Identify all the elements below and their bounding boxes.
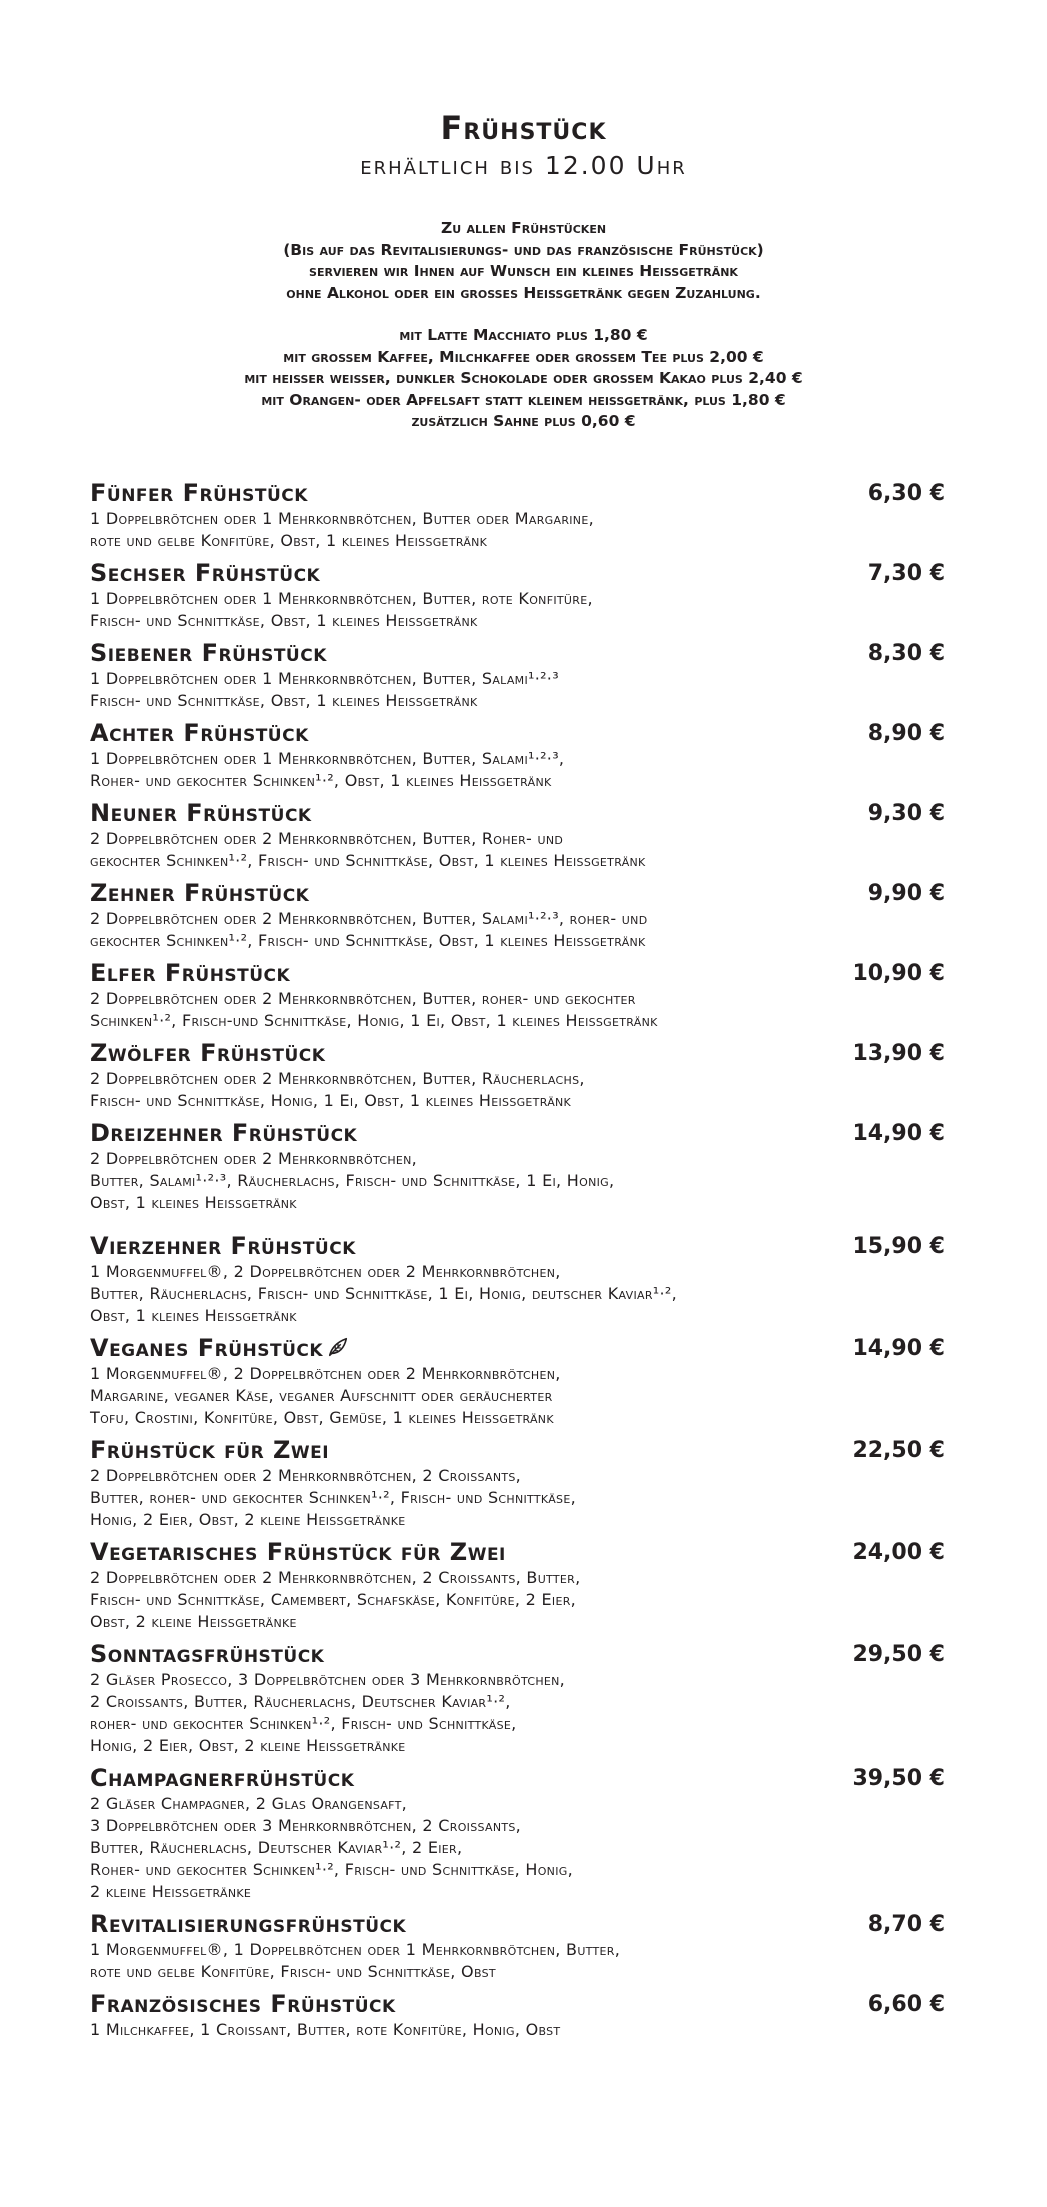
menu-item <box>90 1910 945 1983</box>
menu-item-description: 1 Doppelbrötchen oder 1 Mehrkornbrötchen, Butter, rote Konfitüre, <box>90 589 593 608</box>
menu-item-title <box>90 1910 945 1939</box>
menu-item-description: 1 Milchkaffee, 1 Croissant, Butter, rote Konfitüre, Honig, Obst <box>90 2020 561 2039</box>
menu-item-description: 2 Croissants, Butter, Räucherlachs, Deutscher Kaviar¹·², <box>90 1692 511 1711</box>
page-title: Frühstück <box>440 109 607 147</box>
menu-item-title-text: Elfer Frühstück <box>90 959 291 987</box>
menu-item <box>90 879 945 952</box>
menu-item-description: Frisch- und Schnittkäse, Obst, 1 kleines Heissgetränk <box>90 691 478 710</box>
menu-item-description: 1 Morgenmuffel®, 1 Doppelbrötchen oder 1 Mehrkornbrötchen, Butter, <box>90 1940 621 1959</box>
menu-item-price: 14,90 € <box>852 1336 945 1361</box>
menu-item <box>90 639 945 712</box>
menu-item-title-text: Sonntagsfrühstück <box>90 1640 325 1668</box>
menu-item-description: Frisch- und Schnittkäse, Obst, 1 kleines Heissgetränk <box>90 611 478 630</box>
menu-item-description: 1 Morgenmuffel®, 2 Doppelbrötchen oder 2 Mehrkornbrötchen, <box>90 1262 561 1281</box>
menu-item-title <box>90 1334 945 1363</box>
menu-item-price: 8,70 € <box>867 1912 945 1937</box>
menu-item-price: 15,90 € <box>852 1234 945 1259</box>
menu-item-price: 8,30 € <box>867 641 945 666</box>
menu-item-title <box>90 1990 945 2019</box>
menu-item-title-text: Vierzehner Frühstück <box>90 1232 356 1260</box>
menu-item-title-text: Dreizehner Frühstück <box>90 1119 358 1147</box>
menu-item-description: rote und gelbe Konfitüre, Frisch- und Schnittkäse, Obst <box>90 1962 496 1981</box>
menu-item-description: 2 Doppelbrötchen oder 2 Mehrkornbrötchen, 2 Croissants, <box>90 1466 522 1485</box>
menu-item-price: 29,50 € <box>852 1642 945 1667</box>
menu-item-title-text: Champagnerfrühstück <box>90 1764 355 1792</box>
menu-item-description: gekochter Schinken¹·², Frisch- und Schnittkäse, Obst, 1 kleines Heissgetränk <box>90 931 646 950</box>
menu-item <box>90 1436 945 1531</box>
menu-item-title <box>90 639 945 668</box>
menu-item-description: Obst, 1 kleines Heissgetränk <box>90 1306 297 1325</box>
menu-item-title-text: Achter Frühstück <box>90 719 309 747</box>
menu-item-description: 2 Doppelbrötchen oder 2 Mehrkornbrötchen, Butter, Räucherlachs, <box>90 1069 585 1088</box>
menu-item-description: 2 Doppelbrötchen oder 2 Mehrkornbrötchen, Butter, roher- und gekochter <box>90 989 636 1008</box>
menu-item-title <box>90 799 945 828</box>
menu-item-price: 8,90 € <box>867 721 945 746</box>
menu-item <box>90 559 945 632</box>
menu-item-title <box>90 1436 945 1465</box>
menu-item-description: Honig, 2 Eier, Obst, 2 kleine Heissgetränke <box>90 1736 406 1755</box>
menu-item-title-text: Siebener Frühstück <box>90 639 327 667</box>
vegan-leaf-icon <box>327 1336 349 1358</box>
menu-item-description: rote und gelbe Konfitüre, Obst, 1 kleines Heissgetränk <box>90 531 488 550</box>
intro-notes <box>0 218 1047 433</box>
menu-item-description: 2 Gläser Prosecco, 3 Doppelbrötchen oder 3 Mehrkornbrötchen, <box>90 1670 566 1689</box>
surcharge-line: mit grossem Kaffee, Milchkaffee oder grossem Tee plus 2,00 € <box>283 347 764 366</box>
menu-item-description: 1 Doppelbrötchen oder 1 Mehrkornbrötchen, Butter, Salami¹·²·³, <box>90 749 565 768</box>
intro-spacer <box>0 304 1047 325</box>
menu-item-title-text: Neuner Frühstück <box>90 799 312 827</box>
intro-line: (Bis auf das Revitalisierungs- und das französische Frühstück) <box>283 240 764 259</box>
menu-item-description: 3 Doppelbrötchen oder 3 Mehrkornbrötchen, 2 Croissants, <box>90 1816 522 1835</box>
menu-item <box>90 719 945 792</box>
menu-item-title <box>90 559 945 588</box>
menu-item-description: Roher- und gekochter Schinken¹·², Obst, 1 kleines Heissgetränk <box>90 771 552 790</box>
menu-item <box>90 1039 945 1112</box>
menu-item-price: 6,60 € <box>867 1992 945 2017</box>
menu-item-title <box>90 1039 945 1068</box>
surcharge-line: zusätzlich Sahne plus 0,60 € <box>411 412 636 430</box>
menu-item-title-text: Französisches Frühstück <box>90 1990 396 2018</box>
menu-item <box>90 1990 945 2041</box>
menu-item-title-text: Sechser Frühstück <box>90 559 321 587</box>
menu-item-description: 1 Doppelbrötchen oder 1 Mehrkornbrötchen, Butter, Salami¹·²·³ <box>90 669 559 688</box>
intro-line: servieren wir Ihnen auf Wunsch ein kleines Heissgetränk <box>309 262 738 280</box>
menu-item <box>90 959 945 1032</box>
menu-item-description: 2 Gläser Champagner, 2 Glas Orangensaft, <box>90 1794 408 1813</box>
menu-item-description: gekochter Schinken¹·², Frisch- und Schnittkäse, Obst, 1 kleines Heissgetränk <box>90 851 646 870</box>
menu-item-title <box>90 1119 945 1148</box>
menu-item-description: 1 Doppelbrötchen oder 1 Mehrkornbrötchen, Butter oder Margarine, <box>90 509 594 528</box>
menu-item <box>90 1640 945 1757</box>
menu-item-description: Frisch- und Schnittkäse, Honig, 1 Ei, Obst, 1 kleines Heissgetränk <box>90 1091 572 1110</box>
menu-item-title <box>90 959 945 988</box>
menu-item-price: 10,90 € <box>852 961 945 986</box>
menu-item-description: Honig, 2 Eier, Obst, 2 kleine Heissgetränke <box>90 1510 406 1529</box>
menu-item-price: 9,90 € <box>867 881 945 906</box>
menu-item-description: Tofu, Crostini, Konfitüre, Obst, Gemüse, 1 kleines Heissgetränk <box>90 1408 554 1427</box>
menu-item-title-text: Veganes Frühstück <box>90 1334 324 1362</box>
menu-item-title <box>90 879 945 908</box>
menu-item-description: Butter, Räucherlachs, Frisch- und Schnittkäse, 1 Ei, Honig, deutscher Kaviar¹·², <box>90 1284 677 1303</box>
menu-item-price: 13,90 € <box>852 1041 945 1066</box>
intro-line: ohne Alkohol oder ein grosses Heissgetränk gegen Zuzahlung. <box>286 283 761 302</box>
menu-item-title <box>90 719 945 748</box>
menu-item <box>90 1538 945 1633</box>
menu-item-description: Roher- und gekochter Schinken¹·², Frisch- und Schnittkäse, Honig, <box>90 1860 573 1879</box>
menu-item-description: 2 Doppelbrötchen oder 2 Mehrkornbrötchen, 2 Croissants, Butter, <box>90 1568 581 1587</box>
menu-item-description: Obst, 1 kleines Heissgetränk <box>90 1193 297 1212</box>
menu-item-title <box>90 1538 945 1567</box>
menu-item-price: 24,00 € <box>852 1540 945 1565</box>
intro-line: Zu allen Frühstücken <box>440 219 607 237</box>
menu-item-title-text: Revitalisierungsfrühstück <box>90 1910 407 1938</box>
menu-item-title-text: Frühstück für Zwei <box>90 1436 330 1464</box>
menu-item-title <box>90 479 945 508</box>
menu-item-description: Butter, Salami¹·²·³, Räucherlachs, Frisch- und Schnittkäse, 1 Ei, Honig, <box>90 1171 615 1190</box>
menu-item-title-text: Zwölfer Frühstück <box>90 1039 326 1067</box>
menu-header <box>0 110 1047 182</box>
menu-item-title <box>90 1764 945 1793</box>
menu-item-description: 1 Morgenmuffel®, 2 Doppelbrötchen oder 2 Mehrkornbrötchen, <box>90 1364 561 1383</box>
menu-item-price: 7,30 € <box>867 561 945 586</box>
menu-item-description: 2 Doppelbrötchen oder 2 Mehrkornbrötchen, Butter, Salami¹·²·³, roher- und <box>90 909 648 928</box>
menu-item-description: Schinken¹·², Frisch-und Schnittkäse, Honig, 1 Ei, Obst, 1 kleines Heissgetränk <box>90 1011 658 1030</box>
menu-item <box>90 1119 945 1214</box>
menu-item-title-text: Zehner Frühstück <box>90 879 310 907</box>
menu-item <box>90 799 945 872</box>
menu-item-title-text: Fünfer Frühstück <box>90 479 308 507</box>
menu-item <box>90 1334 945 1429</box>
surcharge-line: mit heisser weisser, dunkler Schokolade oder grossem Kakao plus 2,40 € <box>244 369 803 387</box>
menu-item <box>90 479 945 552</box>
menu-item <box>90 1764 945 1903</box>
menu-item-price: 22,50 € <box>852 1438 945 1463</box>
menu-item-title-text: Vegetarisches Frühstück für Zwei <box>90 1538 506 1566</box>
menu-item-description: roher- und gekochter Schinken¹·², Frisch- und Schnittkäse, <box>90 1714 517 1733</box>
page-subtitle: erhältlich bis 12.00 Uhr <box>360 151 687 180</box>
menu-item-title <box>90 1232 945 1261</box>
menu-item-title <box>90 1640 945 1669</box>
menu-item-price: 14,90 € <box>852 1121 945 1146</box>
menu-item-price: 6,30 € <box>867 481 945 506</box>
menu-item <box>90 1232 945 1327</box>
menu-item-description: 2 Doppelbrötchen oder 2 Mehrkornbrötchen, <box>90 1149 418 1168</box>
menu-item-price: 39,50 € <box>852 1766 945 1791</box>
menu-item-description: Obst, 2 kleine Heissgetränke <box>90 1612 297 1631</box>
surcharge-line: mit Latte Macchiato plus 1,80 € <box>399 326 648 344</box>
menu-item-description: Frisch- und Schnittkäse, Camembert, Schafskäse, Konfitüre, 2 Eier, <box>90 1590 577 1609</box>
menu-list <box>90 472 945 2041</box>
menu-item-price: 9,30 € <box>867 801 945 826</box>
surcharge-line: mit Orangen- oder Apfelsaft statt kleinem heissgetränk, plus 1,80 € <box>261 390 786 409</box>
menu-item-description: 2 Doppelbrötchen oder 2 Mehrkornbrötchen, Butter, Roher- und <box>90 829 564 848</box>
menu-item-description: Butter, roher- und gekochter Schinken¹·², Frisch- und Schnittkäse, <box>90 1488 576 1507</box>
menu-item-description: 2 kleine Heissgetränke <box>90 1882 252 1901</box>
menu-item-description: Margarine, veganer Käse, veganer Aufschnitt oder geräucherter <box>90 1386 553 1405</box>
menu-item-description: Butter, Räucherlachs, Deutscher Kaviar¹·², 2 Eier, <box>90 1838 463 1857</box>
